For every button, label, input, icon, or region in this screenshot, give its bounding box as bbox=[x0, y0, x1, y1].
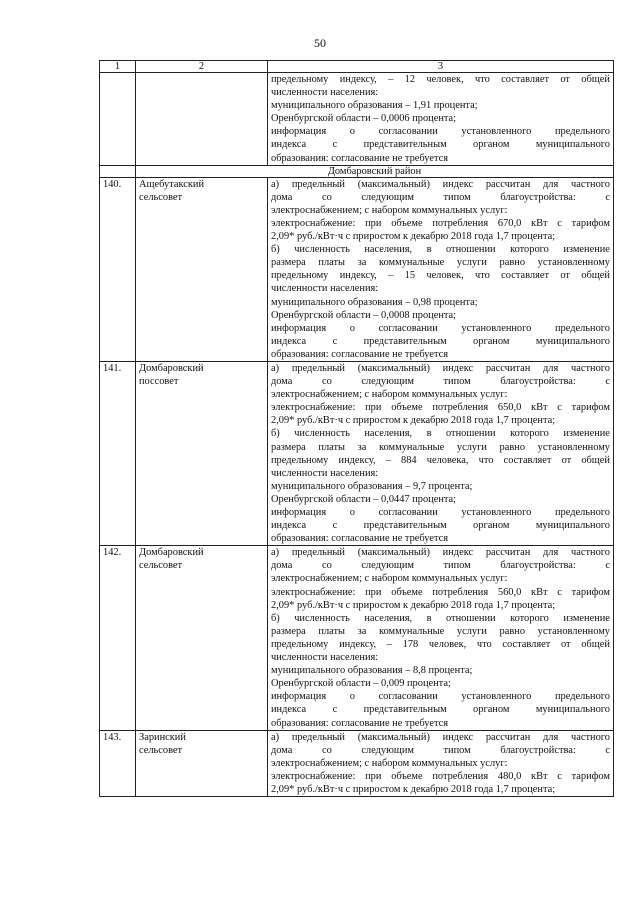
municipality-name bbox=[136, 73, 268, 166]
indices-table bbox=[99, 60, 614, 797]
description-line: 2,09* руб./кВт·ч с приростом к декабрю 2018 года 1,7 процента; bbox=[271, 599, 556, 611]
description-line: электроснабжение: при объеме потребления 650,0 кВт с тарифом bbox=[271, 402, 610, 414]
description-line: муниципального образования – 1,91 процента; bbox=[271, 100, 478, 112]
description-line: образования: согласование не требуется bbox=[271, 717, 449, 729]
row-description bbox=[268, 177, 614, 361]
row-number: 140. bbox=[100, 177, 136, 361]
row-number: 143. bbox=[100, 730, 136, 796]
description-line: информация о согласовании установленного предельного bbox=[271, 691, 610, 703]
municipality-row bbox=[100, 730, 614, 796]
description-line: численности населения: bbox=[271, 87, 379, 99]
description-line: электроснабжение: при объеме потребления 480,0 кВт с тарифом bbox=[271, 770, 610, 782]
description-line: Оренбургской области – 0,0447 процента; bbox=[271, 493, 457, 505]
description-line: информация о согласовании установленного предельного bbox=[271, 126, 610, 138]
municipality-name-line: Заринский bbox=[139, 731, 186, 743]
municipality-name-line: Ащебутакский bbox=[139, 178, 205, 190]
municipality-name-line: поссовет bbox=[139, 375, 179, 387]
description-line: муниципального образования – 0,98 процента; bbox=[271, 296, 478, 308]
municipality-name-line: сельсовет bbox=[139, 191, 183, 203]
row-description bbox=[268, 361, 614, 545]
page-number: 50 bbox=[314, 36, 326, 50]
description-line: 2,09* руб./кВт·ч с приростом к декабрю 2018 года 1,7 процента; bbox=[271, 415, 556, 427]
description-line: Оренбургской области – 0,0006 процента; bbox=[271, 113, 457, 125]
municipality-name-line: сельсовет bbox=[139, 560, 183, 572]
description-line: индекса с представительным органом муниципального bbox=[271, 335, 610, 347]
municipality-name-line: Домбаровский bbox=[139, 547, 204, 559]
description-line: дома со следующим типом благоустройства: с bbox=[271, 560, 610, 572]
municipality-row bbox=[100, 177, 614, 361]
description-line: а) предельный (максимальный) индекс рассчитан для частного bbox=[271, 547, 610, 559]
description-line: б) численность населения, в отношении которого изменение bbox=[271, 428, 610, 440]
description-line: электроснабжение: при объеме потребления 670,0 кВт с тарифом bbox=[271, 217, 610, 229]
description-line: размера платы за коммунальные услуги равно установленному bbox=[271, 625, 610, 637]
municipality-name bbox=[136, 546, 268, 730]
row-description bbox=[268, 730, 614, 796]
description-line: предельному индексу, – 884 человека, что составляет от общей bbox=[271, 454, 610, 466]
description-line: 2,09* руб./кВт·ч с приростом к декабрю 2018 года 1,7 процента; bbox=[271, 231, 556, 243]
description-line: электроснабжением; с набором коммунальных услуг: bbox=[271, 573, 508, 585]
description-line: размера платы за коммунальные услуги равно установленному bbox=[271, 441, 610, 453]
row-number: 142. bbox=[100, 546, 136, 730]
header-cell-3: 3 bbox=[268, 61, 614, 73]
municipality-name bbox=[136, 177, 268, 361]
description-line: численности населения: bbox=[271, 283, 379, 295]
header-cell-1: 1 bbox=[100, 61, 136, 73]
description-line: дома со следующим типом благоустройства: с bbox=[271, 744, 610, 756]
description-line: электроснабжение: при объеме потребления 560,0 кВт с тарифом bbox=[271, 586, 610, 598]
description-line: электроснабжением; с набором коммунальных услуг: bbox=[271, 204, 508, 216]
description-line: предельному индексу, – 15 человек, что составляет от общей bbox=[271, 270, 610, 282]
municipality-name bbox=[136, 730, 268, 796]
description-line: численности населения: bbox=[271, 467, 379, 479]
municipality-row bbox=[100, 546, 614, 730]
header-cell-2: 2 bbox=[136, 61, 268, 73]
description-line: образования: согласование не требуется bbox=[271, 152, 449, 164]
row-number: 141. bbox=[100, 361, 136, 545]
description-line: а) предельный (максимальный) индекс рассчитан для частного bbox=[271, 362, 610, 374]
description-line: Оренбургской области – 0,009 процента; bbox=[271, 678, 451, 690]
municipality-row bbox=[100, 361, 614, 545]
description-line: размера платы за коммунальные услуги равно установленному bbox=[271, 257, 610, 269]
description-line: образования: согласование не требуется bbox=[271, 533, 449, 545]
district-row bbox=[100, 165, 614, 177]
description-line: муниципального образования – 9,7 процента; bbox=[271, 480, 473, 492]
municipality-name-line: сельсовет bbox=[139, 744, 183, 756]
description-line: предельному индексу, – 178 человек, что составляет от общей bbox=[271, 638, 610, 650]
description-line: а) предельный (максимальный) индекс рассчитан для частного bbox=[271, 731, 610, 743]
description-line: 2,09* руб./кВт·ч с приростом к декабрю 2018 года 1,7 процента; bbox=[271, 783, 556, 795]
continuation-row bbox=[100, 73, 614, 166]
district-heading: Домбаровский район bbox=[136, 165, 614, 177]
row-description bbox=[268, 546, 614, 730]
description-line: образования: согласование не требуется bbox=[271, 348, 449, 360]
row-description bbox=[268, 73, 614, 166]
municipality-name bbox=[136, 361, 268, 545]
description-line: индекса с представительным органом муниципального bbox=[271, 704, 610, 716]
description-line: дома со следующим типом благоустройства: с bbox=[271, 376, 610, 388]
district-heading-cell bbox=[100, 165, 136, 177]
description-line: предельному индексу, – 12 человек, что составляет от общей bbox=[271, 74, 610, 85]
description-line: индекса с представительным органом муниципального bbox=[271, 139, 610, 151]
description-line: информация о согласовании установленного предельного bbox=[271, 322, 610, 334]
municipality-name-line: Домбаровский bbox=[139, 362, 204, 374]
description-line: б) численность населения, в отношении которого изменение bbox=[271, 244, 610, 256]
description-line: а) предельный (максимальный) индекс рассчитан для частного bbox=[271, 178, 610, 190]
row-number bbox=[100, 73, 136, 166]
header-row bbox=[100, 61, 614, 73]
description-line: электроснабжением; с набором коммунальных услуг: bbox=[271, 389, 508, 401]
description-line: б) численность населения, в отношении которого изменение bbox=[271, 612, 610, 624]
description-line: дома со следующим типом благоустройства: с bbox=[271, 191, 610, 203]
description-line: индекса с представительным органом муниципального bbox=[271, 520, 610, 532]
description-line: электроснабжением; с набором коммунальных услуг: bbox=[271, 757, 508, 769]
description-line: муниципального образования – 8,8 процента; bbox=[271, 665, 473, 677]
indices-table-body bbox=[100, 61, 614, 797]
description-line: информация о согласовании установленного предельного bbox=[271, 507, 610, 518]
description-line: численности населения: bbox=[271, 652, 379, 664]
description-line: Оренбургской области – 0,0008 процента; bbox=[271, 309, 457, 321]
